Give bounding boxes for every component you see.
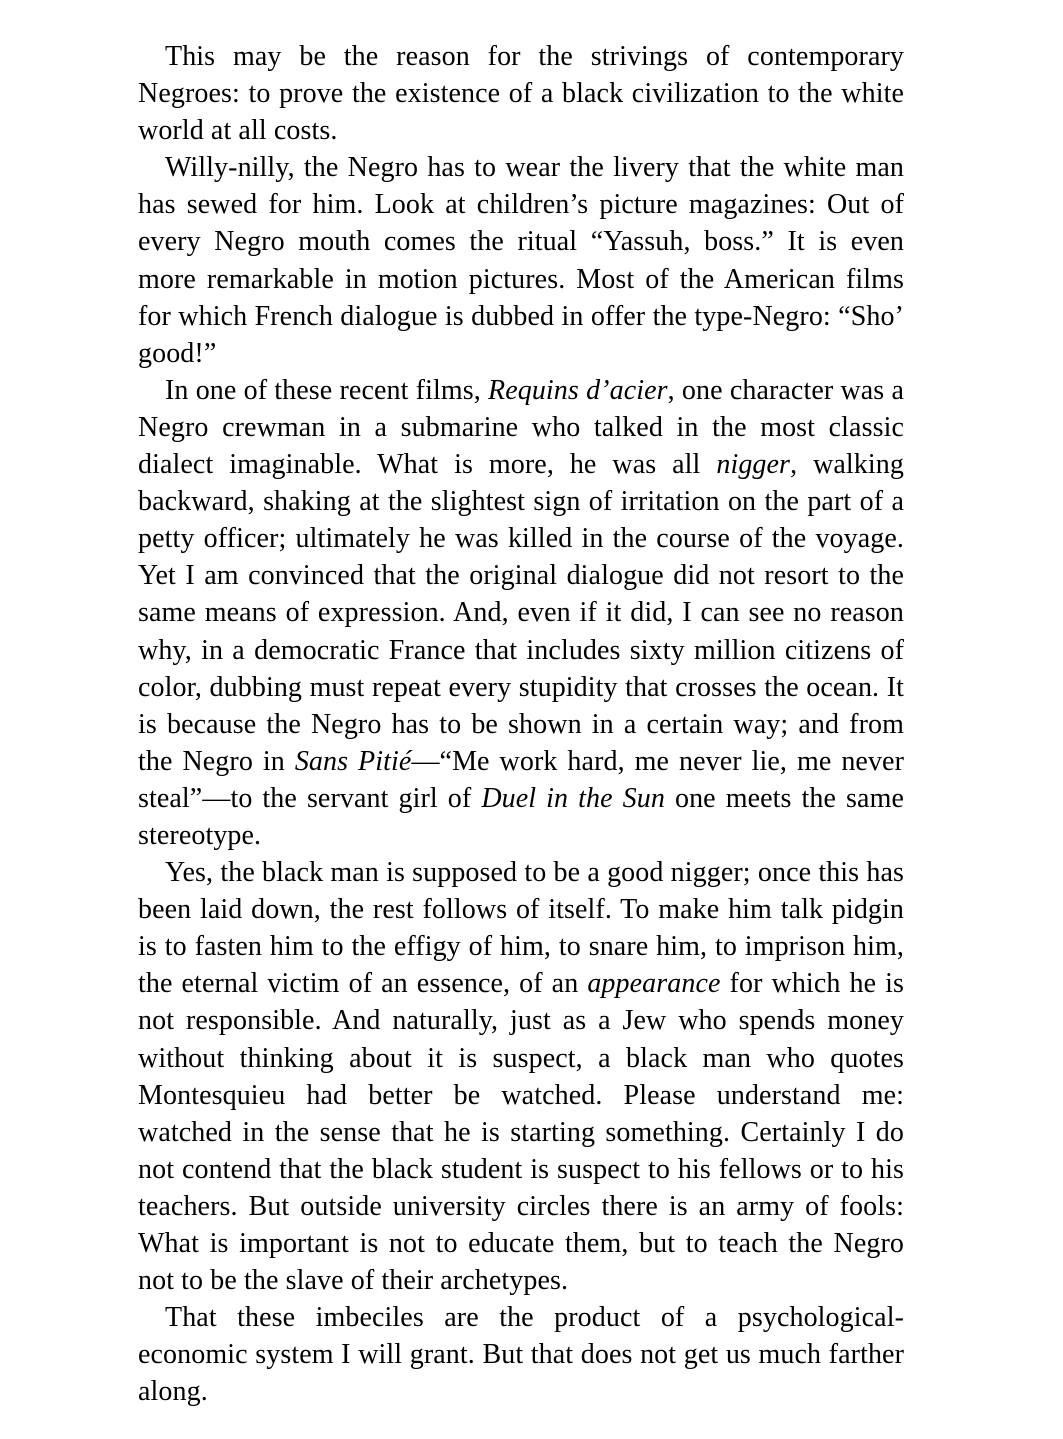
paragraph: [138, 1299, 904, 1410]
italic-text-run: Requins d’acier: [488, 374, 668, 406]
text-run: , one character was a Negro crewman in a submarine who talked in the most classic dialect imaginable. What is more, he was all: [138, 374, 904, 481]
text-run: In one of these recent films,: [165, 374, 488, 406]
italic-text-run: Sans Pitié: [294, 745, 412, 777]
text-run: —“Me work hard, me never lie, me never steal”—to the servant girl of: [138, 745, 905, 814]
paragraph: [138, 372, 904, 854]
text-run: , walking backward, shaking at the slightest sign of irritation on the part of a petty officer; ultimately he was killed in the course of the voyage. Yet I am convinced that the original dialogue did not resort to the same means of expression. And, even if it did, I can see no reason why, in a democratic France that includes sixty million citizens of color, dubbing must repeat every stupidity that crosses the ocean. It is because the Negro has to be shown in a certain way; and from the Negro in: [138, 449, 904, 777]
italic-text-run: nigger: [716, 449, 791, 481]
italic-text-run: appearance: [587, 968, 721, 1000]
text-run: Willy-nilly, the Negro has to wear the livery that the white man has sewed for him. Look at children’s picture magazines: Out of every Negro mouth comes the ritual “Yassuh, boss.” It is even more remarkable in motion pictures. Most of the American films for which French dialogue is dubbed in offer the type-Negro: “Sho’ good!”: [138, 152, 904, 369]
text-run: for which he is not responsible. And naturally, just as a Jew who spends money without thinking about it is suspect, a black man who quotes Montesquieu had better be watched. Please understand me: watched in the sense that he is starting something. Certainly I do not contend that the black student is suspect to his fellows or to his teachers. But outside university circles there is an army of fools: What is important is not to educate them, but to teach the Negro not to be the slave of their archetypes.: [138, 968, 904, 1297]
body-text: [138, 38, 904, 1410]
paragraph: [138, 854, 904, 1299]
text-run: Yes, the black man is supposed to be a good nigger; once this has been laid down, the rest follows of itself. To make him talk pidgin is to fasten him to the effigy of him, to snare him, to imprison him, the eternal victim of an essence, of an: [138, 857, 904, 1000]
paragraph: [138, 38, 904, 149]
text-run: This may be the reason for the strivings of contemporary Negroes: to prove the existence of a black civilization to the white world at all costs.: [138, 41, 904, 147]
italic-text-run: Duel in the Sun: [481, 782, 665, 814]
paragraph: [138, 149, 904, 372]
text-run: one meets the same stereotype.: [138, 782, 904, 851]
text-run: That these imbeciles are the product of a psychological-economic system I will grant. But that does not get us much farther along.: [138, 1302, 904, 1408]
